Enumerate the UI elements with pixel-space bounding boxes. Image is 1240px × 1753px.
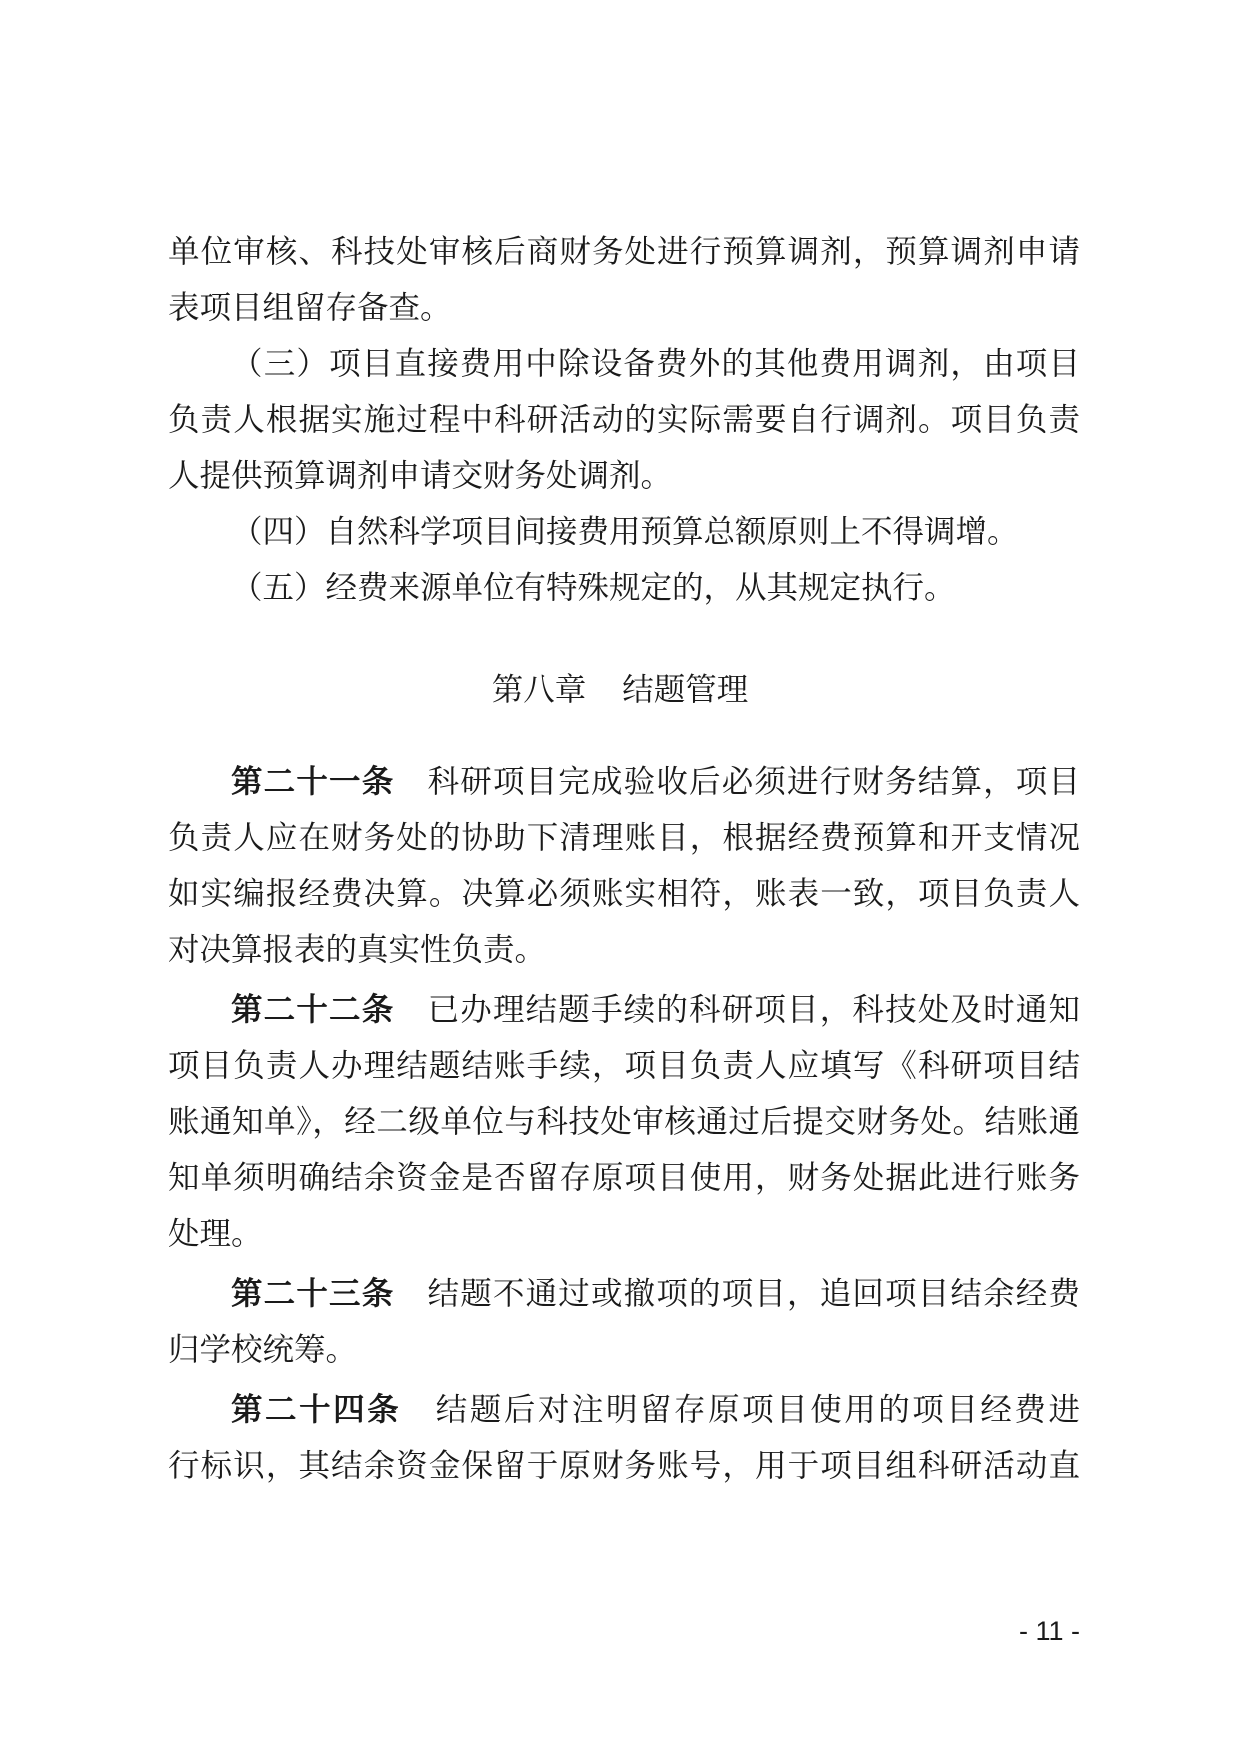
- article-text: 科研项目完成验收后必须进行财务结算，项目: [426, 764, 1080, 800]
- text-line: 账通知单》，经二级单位与科技处审核通过后提交财务处。结账通: [168, 1104, 1080, 1140]
- chapter-title: 结题管理: [622, 672, 749, 708]
- text-line: （三）项目直接费用中除设备费外的其他费用调剂，由项目: [231, 346, 1080, 382]
- text-line: （五）经费来源单位有特殊规定的，从其规定执行。: [231, 570, 956, 606]
- text-line: 人提供预算调剂申请交财务处调剂。: [168, 458, 673, 494]
- chapter-heading: [0, 670, 1240, 710]
- text-line: 项目负责人办理结题结账手续，项目负责人应填写《科研项目结: [168, 1048, 1080, 1084]
- article-label: 第二十四条: [231, 1392, 402, 1428]
- article-text: 已办理结题手续的科研项目，科技处及时通知: [426, 992, 1080, 1028]
- text-line: 负责人根据实施过程中科研活动的实际需要自行调剂。项目负责: [168, 402, 1080, 438]
- article-label: 第二十一条: [231, 764, 395, 800]
- article-label: 第二十二条: [231, 992, 395, 1028]
- text-line: （四）自然科学项目间接费用预算总额原则上不得调增。: [231, 514, 1019, 550]
- text-line: 负责人应在财务处的协助下清理账目，根据经费预算和开支情况: [168, 820, 1080, 856]
- article-line: [168, 990, 1080, 1030]
- text-line: 对决算报表的真实性负责。: [168, 932, 547, 968]
- article-label: 第二十三条: [231, 1276, 395, 1312]
- text-line: 归学校统筹。: [168, 1332, 358, 1368]
- article-text: 结题不通过或撤项的项目，追回项目结余经费: [426, 1276, 1080, 1312]
- text-line: 知单须明确结余资金是否留存原项目使用，财务处据此进行账务: [168, 1160, 1080, 1196]
- text-line: 行标识，其结余资金保留于原财务账号，用于项目组科研活动直: [168, 1448, 1080, 1484]
- article-text: 结题后对注明留存原项目使用的项目经费进: [433, 1392, 1080, 1428]
- text-line: 如实编报经费决算。决算必须账实相符，账表一致，项目负责人: [168, 876, 1080, 912]
- text-line: 处理。: [168, 1216, 263, 1252]
- page-number: - 11 -: [1018, 1616, 1080, 1646]
- text-line: 表项目组留存备查。: [168, 290, 452, 326]
- chapter-number: 第八章: [491, 672, 587, 708]
- article-line: [168, 1390, 1080, 1430]
- article-line: [168, 1274, 1080, 1314]
- article-line: [168, 762, 1080, 802]
- text-line: 单位审核、科技处审核后商财务处进行预算调剂，预算调剂申请: [168, 234, 1080, 270]
